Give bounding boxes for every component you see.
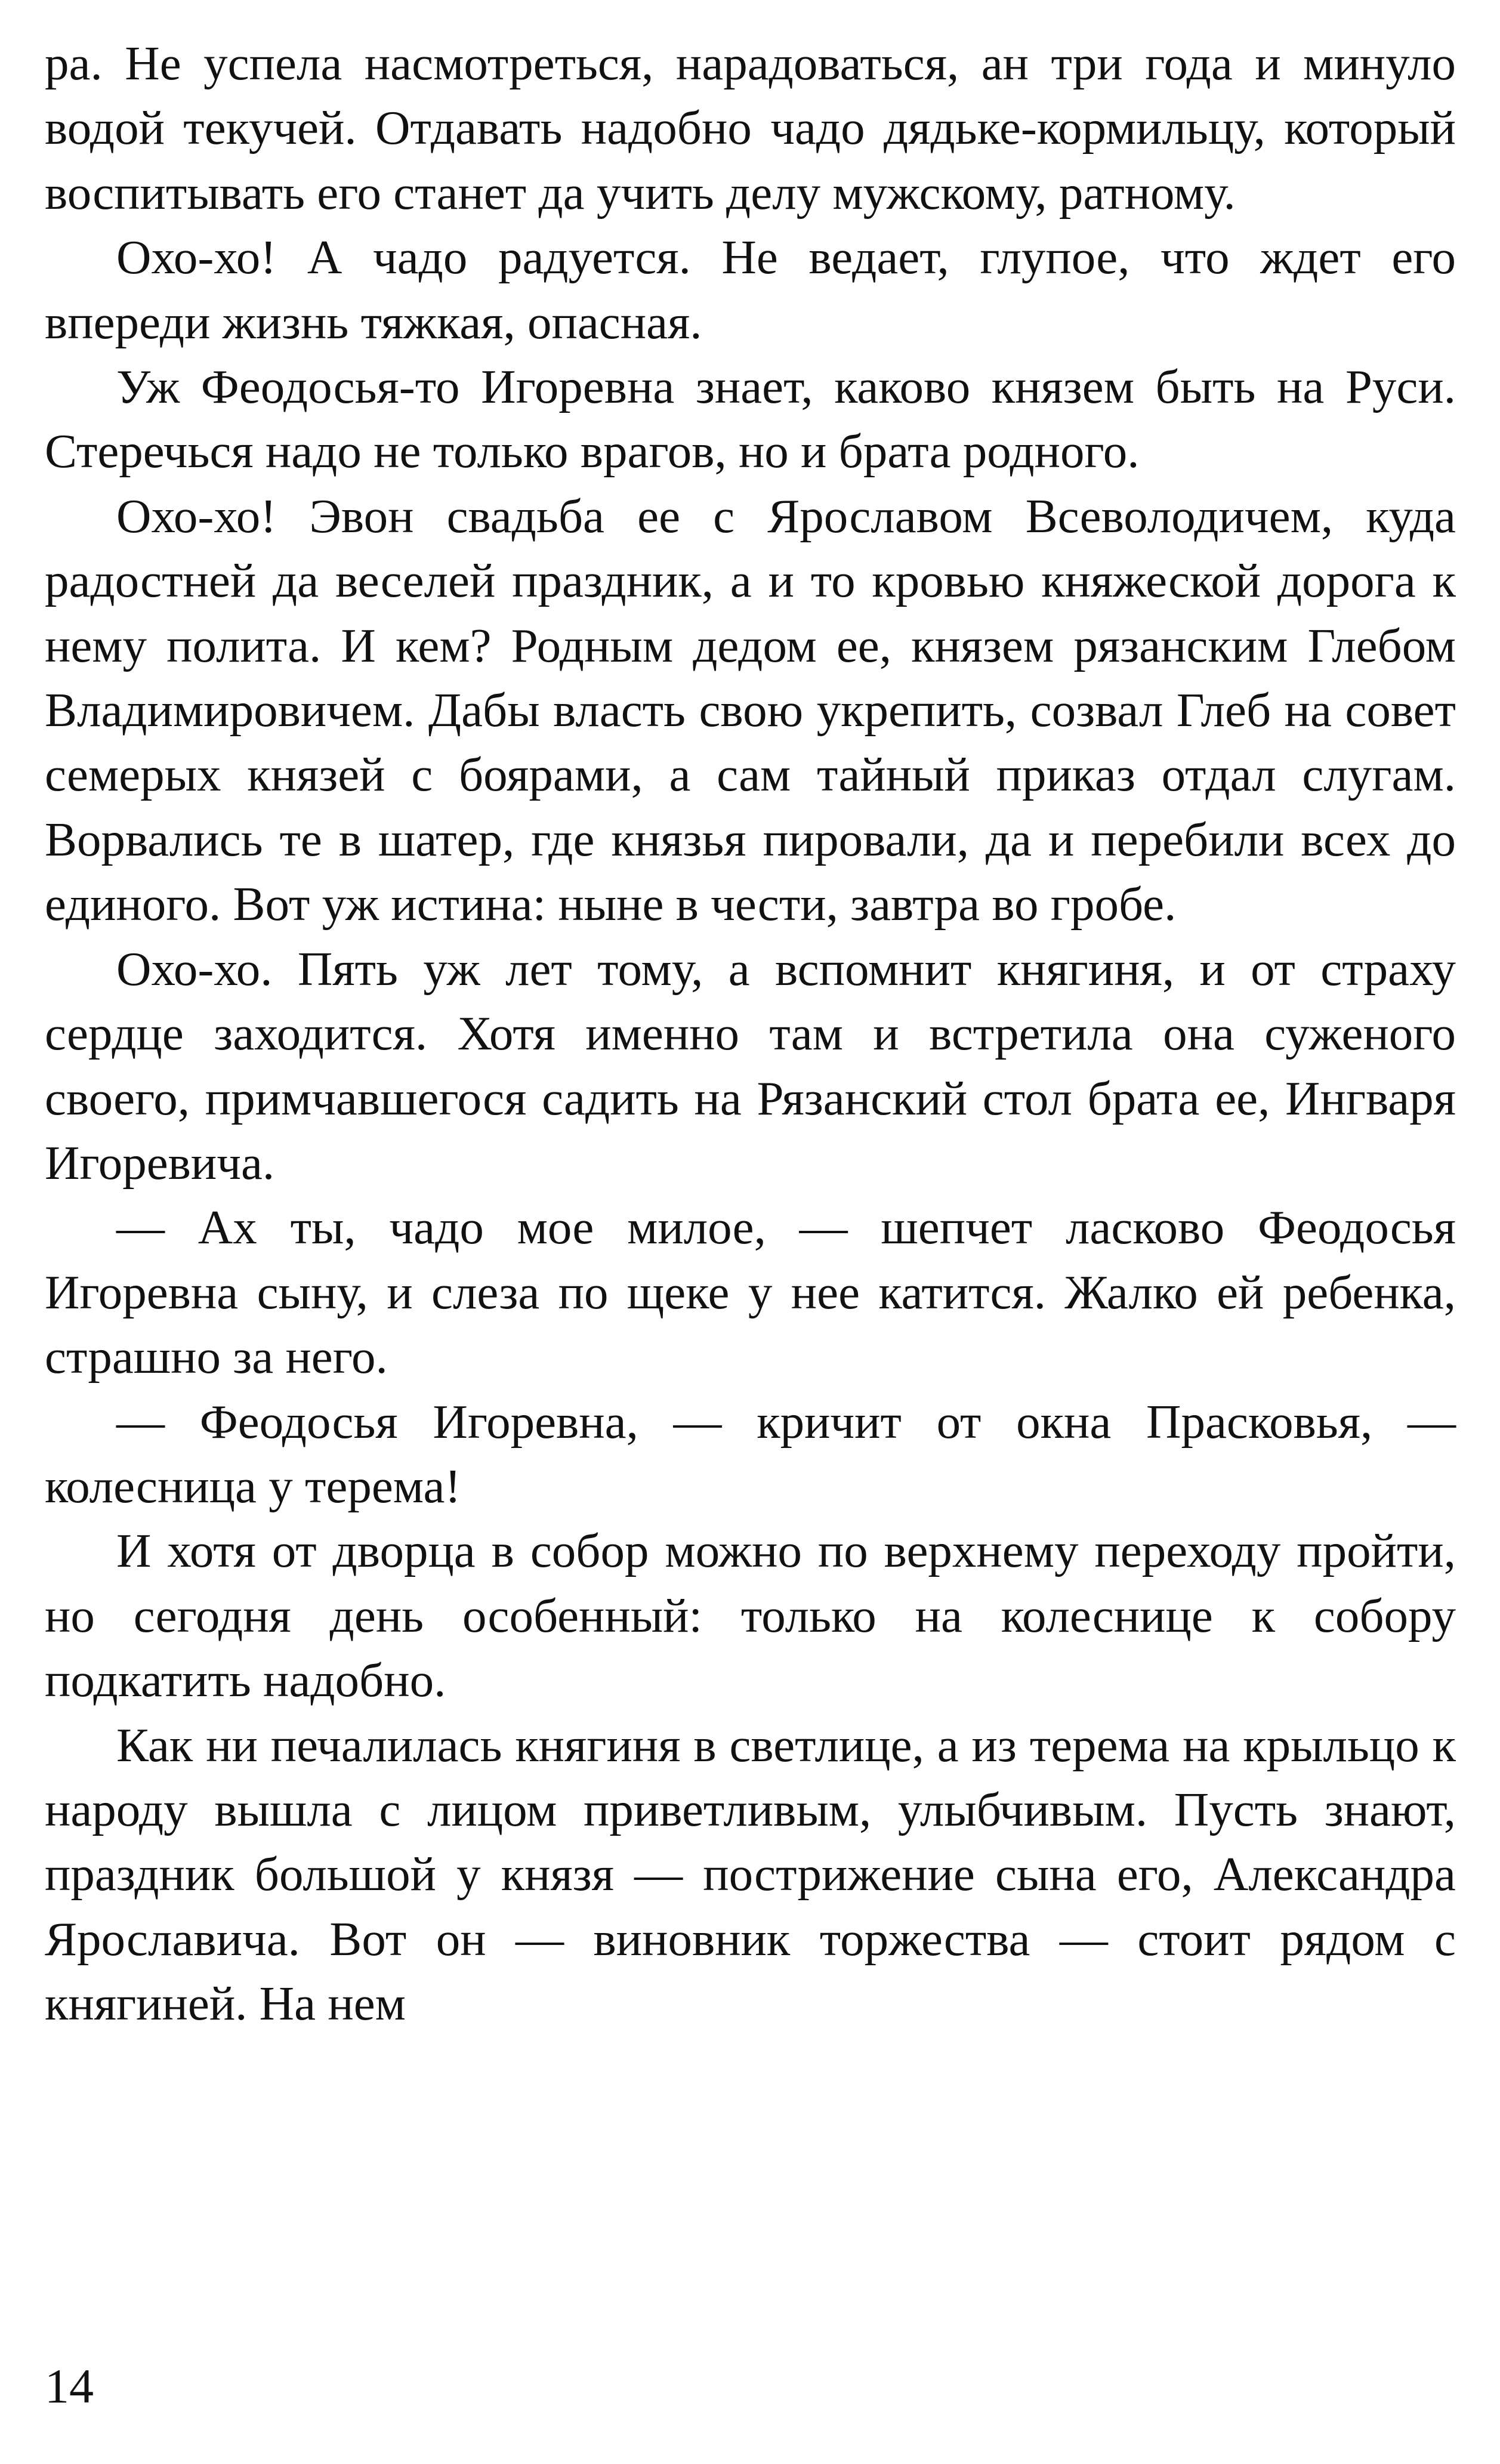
- paragraph-4: Охо-хо! Эвон свадьба ее с Ярославом Всеволодичем, куда радостней да веселей праздник, а и то кровью княжеской дорога к нему полита. И кем? Родным дедом ее, князем рязанским Глебом Владимировичем. Дабы власть свою укрепить, созвал Глеб на совет семерых князей с боярами, а сам тайный приказ отдал слугам. Ворвались те в шатер, где князья пировали, да и перебили всех до единого. Вот уж истина: ныне в чести, завтра во гробе.: [45, 489, 1456, 931]
- paragraph-8: И хотя от дворца в собор можно по верхнему переходу пройти, но сегодня день особенный: только на колеснице к собору подкатить надобно.: [45, 1524, 1456, 1707]
- paragraph-9: Как ни печалилась княгиня в светлице, а из терема на крыльцо к народу вышла с лицом приветливым, улыбчивым. Пусть знают, праздник большой у князя — пострижение сына его, Александра Ярославича. Вот он — виновник торжества — стоит рядом с княгиней. На нем: [45, 1718, 1456, 2031]
- paragraph-5: Охо-хо. Пять уж лет тому, а вспомнит княгиня, и от страху сердце заходится. Хотя именно там и встретила она суженого своего, примчавшегося садить на Рязанский стол брата ее, Ингваря Игоревича.: [45, 941, 1456, 1190]
- paragraph-2: Охо-хо! А чадо радуется. Не ведает, глупое, что ждет его впереди жизнь тяжкая, опасная.: [45, 230, 1456, 349]
- paragraph-1: ра. Не успела насмотреться, нарадоваться, ан три года и минуло водой текучей. Отдавать надобно чадо дядьке-кормильцу, который воспитывать его станет да учить делу мужскому, ратному.: [45, 36, 1456, 220]
- paragraph-6: — Ах ты, чадо мое милое, — шепчет ласково Феодосья Игоревна сыну, и слеза по щеке у нее катится. Жалко ей ребенка, страшно за него.: [45, 1200, 1456, 1384]
- page-text: [45, 31, 1456, 2036]
- page-number: 14: [45, 2359, 94, 2413]
- paragraph-3: Уж Феодосья-то Игоревна знает, каково князем быть на Руси. Стеречься надо не только врагов, но и брата родного.: [45, 360, 1456, 478]
- paragraph-7: — Феодосья Игоревна, — кричит от окна Прасковья, — колесница у терема!: [45, 1394, 1456, 1513]
